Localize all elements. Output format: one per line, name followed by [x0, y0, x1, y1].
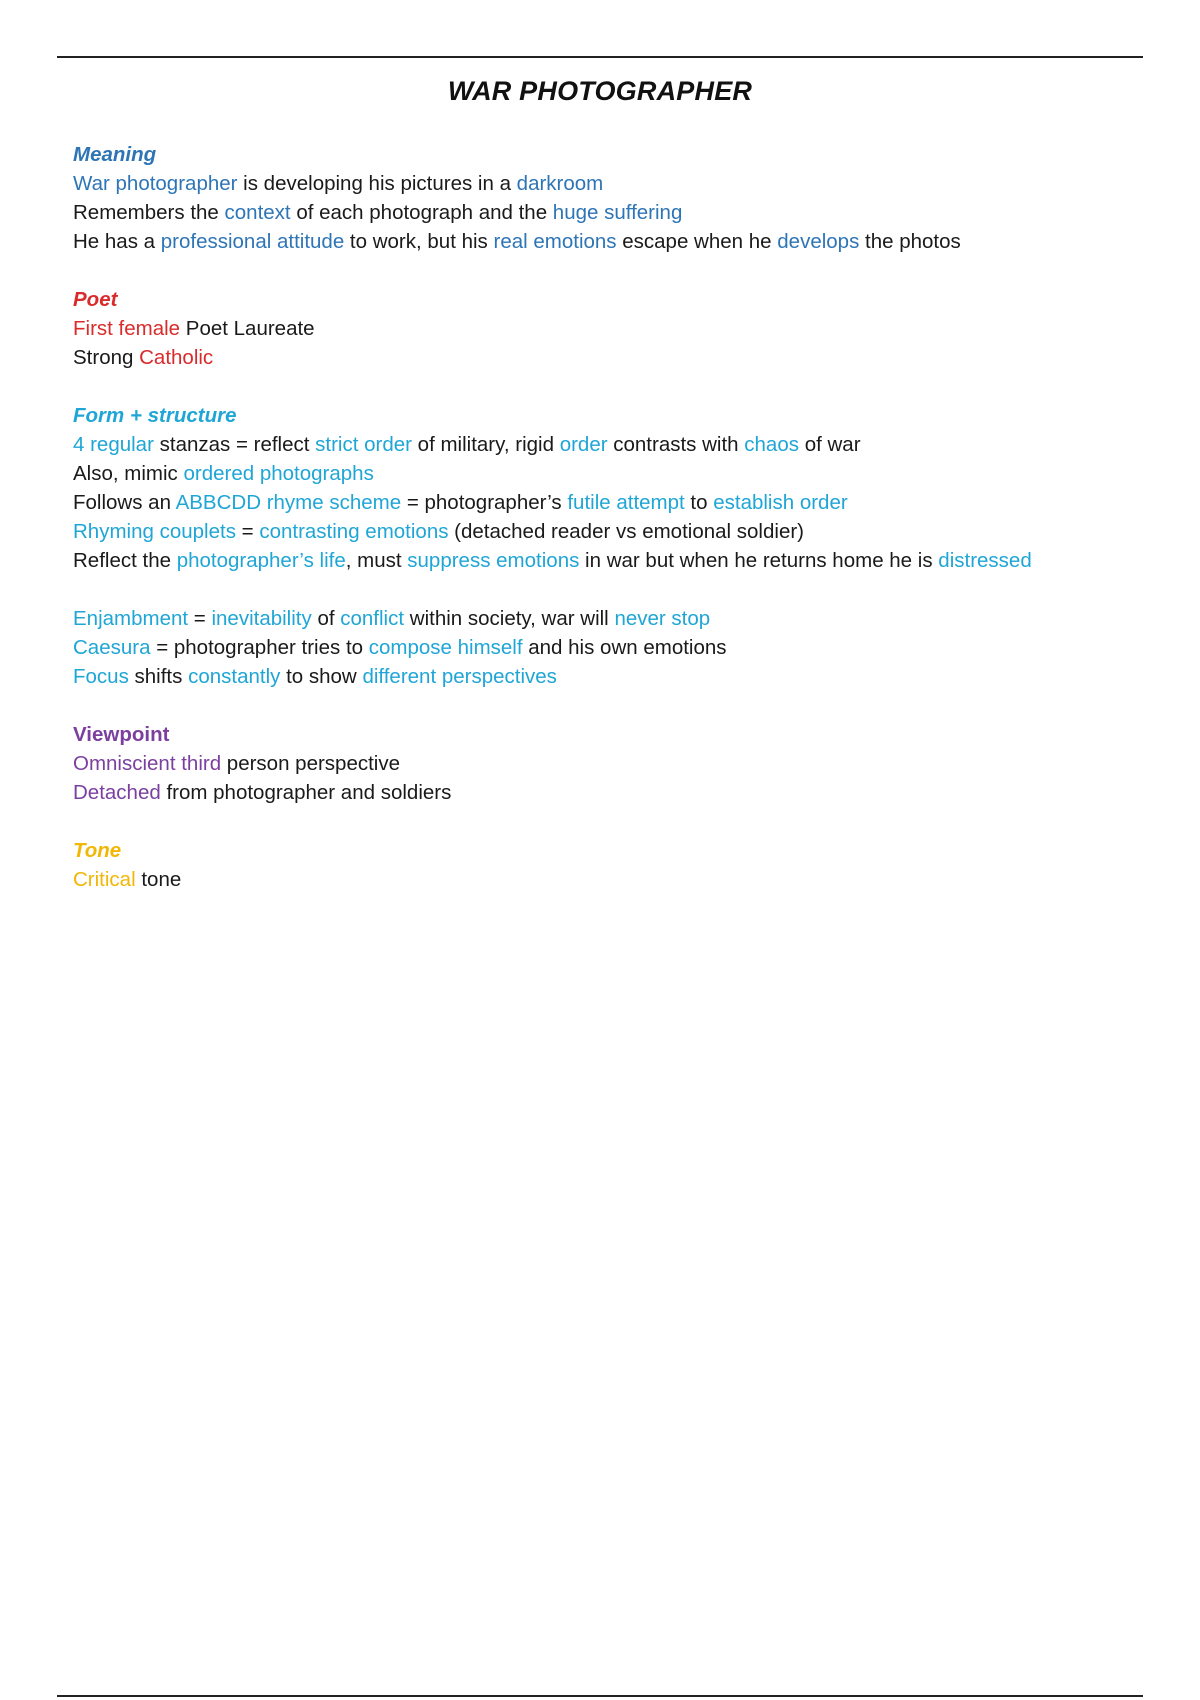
- note-text: =: [235, 520, 260, 543]
- note-line: [73, 778, 1153, 807]
- highlighted-term: inevitability: [211, 607, 312, 630]
- section-viewpoint: [73, 720, 1153, 807]
- note-text: escape when he: [616, 230, 778, 253]
- note-line: [73, 865, 1153, 894]
- highlighted-term: contrasting emotions: [259, 520, 449, 543]
- note-line: [73, 198, 1153, 227]
- bottom-rule: [57, 1695, 1143, 1697]
- note-text: He has a: [73, 230, 161, 253]
- note-text: of military, rigid: [411, 433, 560, 456]
- section-tone: [73, 836, 1153, 894]
- note-text: the photos: [859, 230, 961, 253]
- section-heading-poet: Poet: [73, 288, 118, 311]
- note-line: [73, 227, 1153, 256]
- note-line: [73, 314, 1153, 343]
- highlighted-term: chaos: [744, 433, 799, 456]
- highlighted-term: different perspectives: [362, 665, 557, 688]
- highlighted-term: suppress emotions: [407, 549, 580, 572]
- highlighted-term: Caesura: [73, 636, 151, 659]
- note-text: from photographer and soldiers: [160, 781, 452, 804]
- highlighted-term: ordered photographs: [183, 462, 374, 485]
- note-text: =: [188, 607, 212, 630]
- highlighted-term: conflict: [340, 607, 405, 630]
- note-text: Also, mimic: [73, 462, 184, 485]
- note-text: Poet Laureate: [180, 317, 315, 340]
- section-poet: [73, 285, 1153, 372]
- highlighted-term: futile attempt: [567, 491, 685, 514]
- section-form: [73, 401, 1153, 575]
- highlighted-term: order: [559, 433, 608, 456]
- note-text: Follows an: [73, 491, 176, 514]
- highlighted-term: Detached: [73, 781, 161, 804]
- note-line: [73, 633, 1153, 662]
- note-text: is developing his pictures in a: [237, 172, 517, 195]
- section-heading-form: Form + structure: [73, 404, 237, 427]
- note-text: Strong: [73, 346, 140, 369]
- note-text: contrasts with: [607, 433, 745, 456]
- highlighted-term: constantly: [188, 665, 281, 688]
- highlighted-term: Rhyming couplets: [73, 520, 236, 543]
- note-text: stanzas = reflect: [153, 433, 316, 456]
- note-line: [73, 662, 1153, 691]
- note-line: [73, 517, 1153, 546]
- highlighted-term: establish order: [713, 491, 848, 514]
- highlighted-term: Enjambment: [73, 607, 189, 630]
- note-line: [73, 459, 1153, 488]
- note-text: , must: [345, 549, 408, 572]
- highlighted-term: Catholic: [139, 346, 214, 369]
- note-text: within society, war will: [404, 607, 615, 630]
- note-line: [73, 488, 1153, 517]
- highlighted-term: compose himself: [368, 636, 523, 659]
- note-text: = photographer tries to: [150, 636, 369, 659]
- highlighted-term: ABBCDD rhyme scheme: [175, 491, 402, 514]
- highlighted-term: Focus: [73, 665, 129, 688]
- highlighted-term: develops: [777, 230, 860, 253]
- highlighted-term: professional attitude: [160, 230, 345, 253]
- note-text: in war but when he returns home he is: [579, 549, 939, 572]
- note-text: (detached reader vs emotional soldier): [448, 520, 805, 543]
- note-line: [73, 546, 1153, 575]
- page-title: WAR PHOTOGRAPHER: [447, 76, 753, 106]
- note-line: [73, 604, 1153, 633]
- note-text: Remembers the: [73, 201, 225, 224]
- note-text: to: [684, 491, 714, 514]
- notes-body: [73, 140, 1153, 923]
- highlighted-term: never stop: [614, 607, 711, 630]
- note-text: tone: [135, 868, 182, 891]
- section-heading-viewpoint: Viewpoint: [73, 723, 170, 746]
- section-heading-meaning: Meaning: [73, 143, 157, 166]
- section-heading-tone: Tone: [73, 839, 122, 862]
- highlighted-term: Omniscient third: [73, 752, 222, 775]
- note-text: and his own emotions: [522, 636, 727, 659]
- highlighted-term: Critical: [73, 868, 136, 891]
- note-text: to show: [280, 665, 363, 688]
- note-text: Reflect the: [73, 549, 177, 572]
- note-text: of: [311, 607, 341, 630]
- note-text: of each photograph and the: [290, 201, 553, 224]
- highlighted-term: War photographer: [73, 172, 238, 195]
- highlighted-term: context: [224, 201, 291, 224]
- highlighted-term: 4 regular: [73, 433, 154, 456]
- highlighted-term: First female: [73, 317, 181, 340]
- note-line: [73, 749, 1153, 778]
- section-meaning: [73, 140, 1153, 256]
- top-rule: [57, 56, 1143, 58]
- note-line: [73, 169, 1153, 198]
- highlighted-term: distressed: [938, 549, 1032, 572]
- section-techniques: [73, 604, 1153, 691]
- highlighted-term: photographer’s life: [176, 549, 346, 572]
- note-text: person perspective: [221, 752, 401, 775]
- highlighted-term: strict order: [315, 433, 412, 456]
- note-line: [73, 343, 1153, 372]
- highlighted-term: darkroom: [516, 172, 604, 195]
- note-text: of war: [799, 433, 861, 456]
- highlighted-term: real emotions: [493, 230, 617, 253]
- note-line: [73, 430, 1153, 459]
- note-text: shifts: [128, 665, 189, 688]
- note-text: = photographer’s: [401, 491, 568, 514]
- note-text: to work, but his: [344, 230, 494, 253]
- highlighted-term: huge suffering: [552, 201, 683, 224]
